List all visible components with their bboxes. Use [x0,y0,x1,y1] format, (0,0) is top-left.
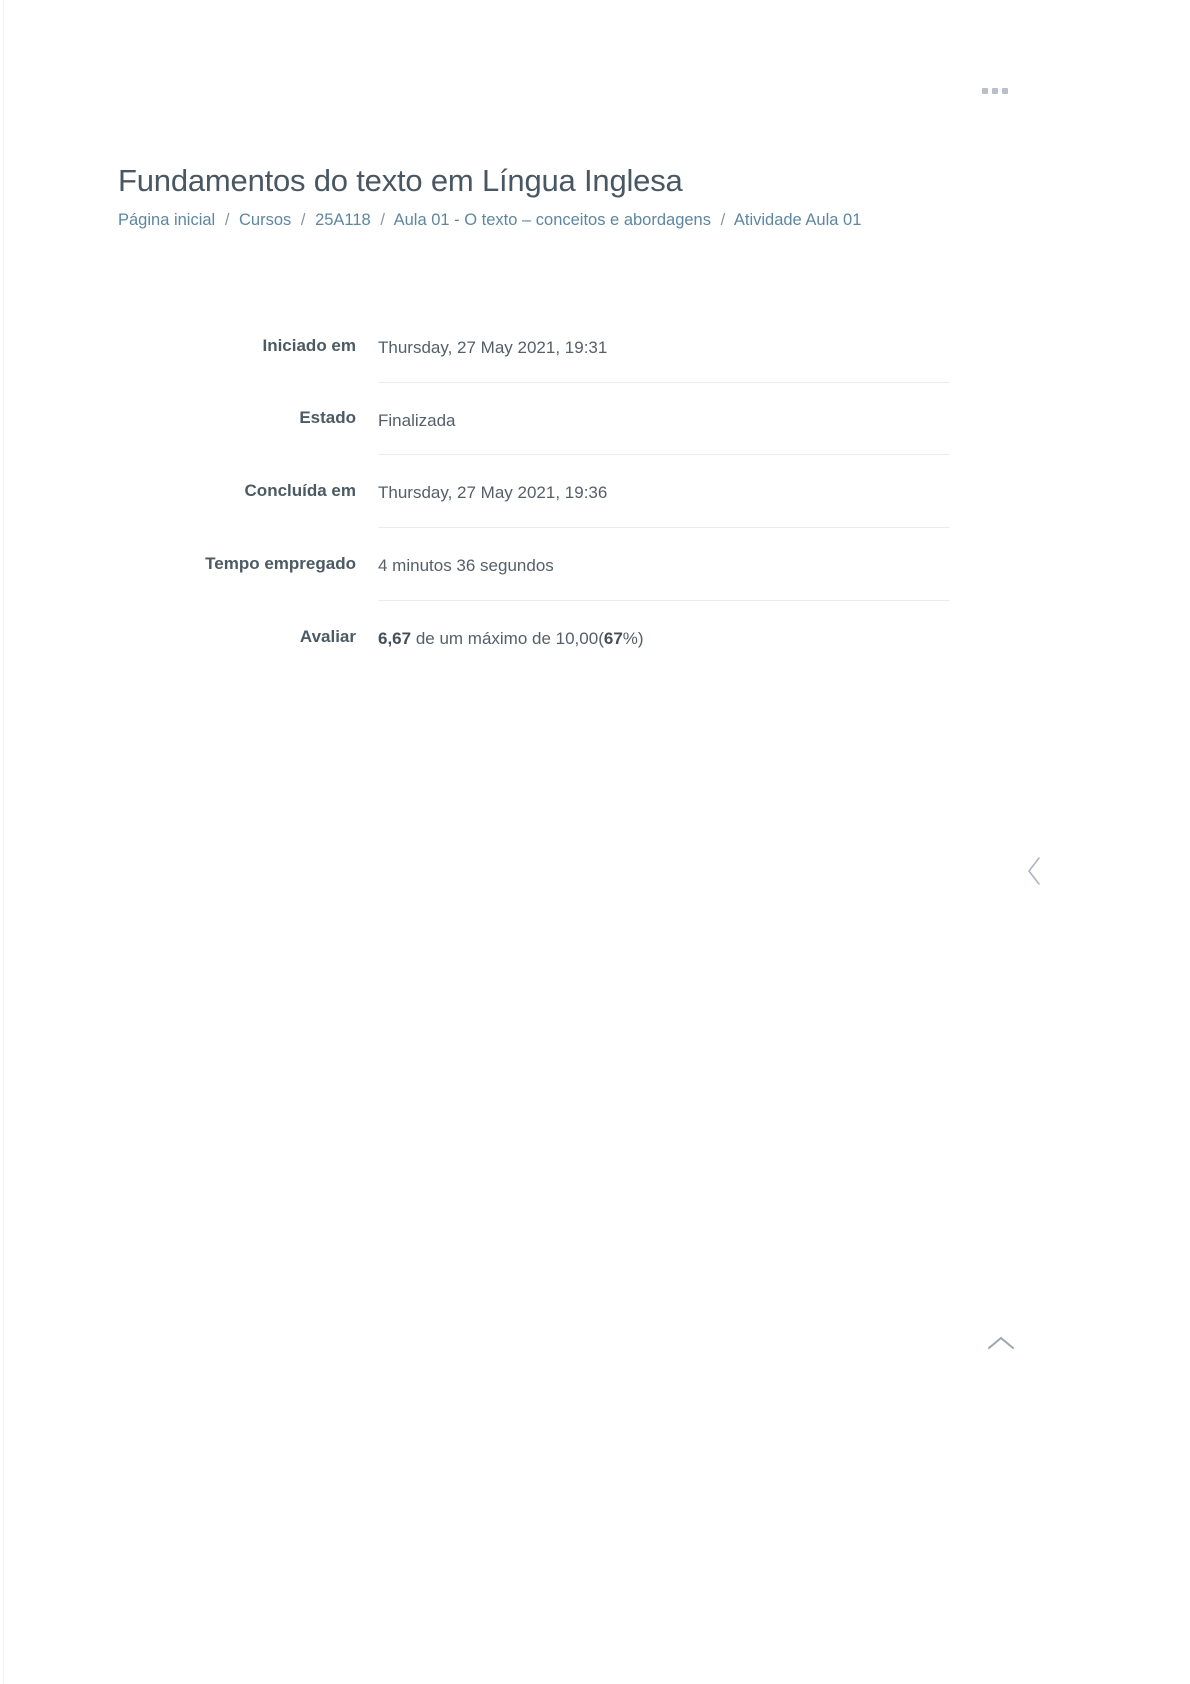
breadcrumb-item-home[interactable]: Página inicial [118,210,216,229]
breadcrumb-separator: / [300,210,306,229]
table-row [118,310,950,382]
table-row [118,528,950,601]
breadcrumb-item-section[interactable]: Aula 01 - O texto – conceitos e abordagens [393,210,711,229]
row-value-started-on: Thursday, 27 May 2021, 19:31 [378,337,608,357]
table-row [118,382,950,455]
grade-max-text: de um máximo de 10,00( [411,629,604,649]
breadcrumb-item-activity[interactable]: Atividade Aula 01 [733,210,862,229]
breadcrumb-separator: / [720,210,726,229]
row-label-started-on: Iniciado em [262,335,356,355]
drawer-toggle-chevron-left-icon[interactable] [1022,852,1048,890]
grade-percent: 67 [603,629,623,649]
kebab-dot [982,88,988,94]
breadcrumb-separator: / [380,210,385,229]
kebab-dot [1002,88,1008,94]
breadcrumb [118,209,1068,232]
breadcrumb-item-course-code[interactable]: 25A118 [315,210,371,229]
row-value-time-taken: 4 minutos 36 segundos [378,528,950,601]
row-value-state: Finalizada [378,382,950,455]
grade-percent-suffix: %) [622,629,644,649]
row-label-completed-on: Concluída em [244,480,356,500]
table-row [118,455,950,528]
page-title: Fundamentos do texto em Língua Inglesa [118,163,683,198]
table-row [118,601,950,673]
row-label-state: Estado [299,408,356,428]
row-label-time-taken: Tempo empregado [205,553,356,573]
back-to-top-chevron-up-icon[interactable] [984,1326,1018,1360]
row-value-completed-on: Thursday, 27 May 2021, 19:36 [378,455,950,528]
page-left-edge [0,0,4,1684]
breadcrumb-item-courses[interactable]: Cursos [239,210,292,229]
kebab-dot [992,88,998,94]
breadcrumb-separator: / [224,210,230,229]
row-value-grade [378,601,950,673]
row-label-grade: Avaliar [299,626,356,646]
attempt-summary-table [118,310,950,673]
grade-score: 6,67 [378,629,412,649]
page-actions-kebab-button[interactable] [982,88,1008,94]
page-content [118,162,1068,673]
